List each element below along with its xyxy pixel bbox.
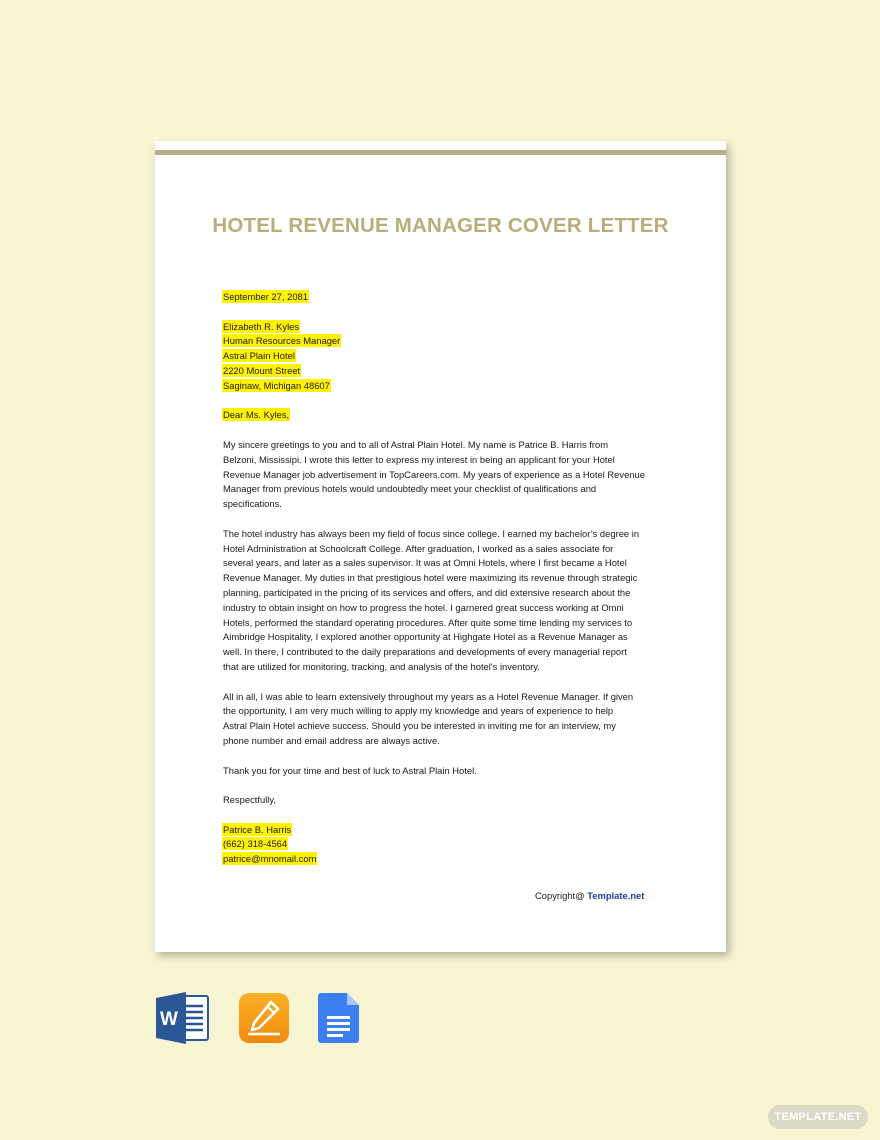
copyright-label: Copyright@ [535, 890, 585, 901]
paragraph-line: Manager from previous hotels would undoubtedly meet your checklist of qualifications and [223, 483, 597, 495]
word-icon[interactable] [156, 992, 210, 1049]
svg-text:W: W [160, 1009, 178, 1030]
paragraph-line: the opportunity, I am very much willing to apply my knowledge and years of experience to help [223, 705, 614, 717]
paragraph-line: Belzoni, Mississipi. I wrote this letter to express my interest in being an applicant for your Hotel [223, 453, 615, 465]
paragraph-line: Revenue Manager job advertisement in TopCareers.com. My years of experience as a Hotel Revenue [223, 468, 645, 480]
recipient-city: Saginaw, Michigan 48607 [223, 379, 330, 391]
paragraph-3 [223, 690, 663, 749]
recipient-block [223, 320, 663, 394]
paragraph-line: planning, participated in the pricing of its services and offers, and did extensive research about the [223, 586, 631, 598]
paragraph-line: My sincere greetings to you and to all of Astral Plain Hotel. My name is Patrice B. Harris from [223, 438, 609, 450]
salutation: Dear Ms. Kyles, [223, 409, 290, 421]
paragraph-line: Hotel Administration at Schoolcraft College. After graduation, I worked as a sales associate for [223, 542, 614, 554]
letter-body [223, 290, 663, 882]
sender-block [223, 823, 663, 867]
sender-email: patrice@mnomail.com [223, 853, 317, 865]
paragraph-line: industry to obtain insight on how to progress the hotel. I garnered great success working at Omni [223, 601, 624, 613]
paragraph-line: well. In there, I contributed to the daily preparations and developments of every managerial report [223, 646, 627, 658]
pages-icon[interactable] [238, 992, 290, 1049]
top-rule [155, 150, 726, 155]
paragraph-line: specifications. [223, 498, 282, 510]
recipient-company: Astral Plain Hotel [223, 350, 295, 362]
paragraph-line: Revenue Manager. My duties in that prestigious hotel were maximizing its revenue through strategic [223, 572, 638, 584]
paragraph-line: All in all, I was able to learn extensively throughout my years as a Hotel Revenue Manager. If given [223, 690, 634, 702]
letter-date: September 27, 2081 [223, 291, 308, 302]
recipient-street: 2220 Mount Street [223, 364, 301, 376]
recipient-position: Human Resources Manager [223, 335, 341, 347]
copyright-notice [535, 890, 644, 901]
signoff: Respectfully, [223, 794, 276, 806]
template-net-badge[interactable]: TEMPLATE.NET [768, 1105, 868, 1129]
copyright-link[interactable]: Template.net [587, 890, 645, 901]
letter-title: HOTEL REVENUE MANAGER COVER LETTER [212, 214, 669, 237]
paragraph-line: several years, and later as a sales supervisor. It was at Omni Hotels, where I first became a Hotel [223, 557, 627, 569]
sender-phone: (662) 318-4564 [223, 838, 288, 850]
paragraph-line: Astral Plain Hotel achieve success. Should you be interested in inviting me for an interview, my [223, 720, 616, 732]
paragraph-line: Aimbridge Hospitality, I explored another opportunity at Highgate Hotel as a Revenue Manager as [223, 631, 628, 643]
sender-name: Patrice B. Harris [223, 823, 292, 835]
paragraph-line: that are utilized for monitoring, tracking, and analysis of the hotel's inventory. [223, 660, 540, 672]
recipient-name: Elizabeth R. Kyles [223, 320, 300, 332]
paragraph-line: Hotels, performed the standard operating procedures. After quite some time lending my services to [223, 616, 633, 628]
paragraph-2 [223, 527, 663, 675]
closing-line: Thank you for your time and best of luck to Astral Plain Hotel. [223, 764, 477, 776]
paragraph-line: The hotel industry has always been my field of focus since college. I earned my bachelor’s degree in [223, 527, 640, 539]
paragraph-line: phone number and email address are always active. [223, 734, 440, 746]
paragraph-1 [223, 438, 663, 512]
letter-page [155, 141, 726, 952]
google-docs-icon[interactable] [318, 992, 360, 1049]
